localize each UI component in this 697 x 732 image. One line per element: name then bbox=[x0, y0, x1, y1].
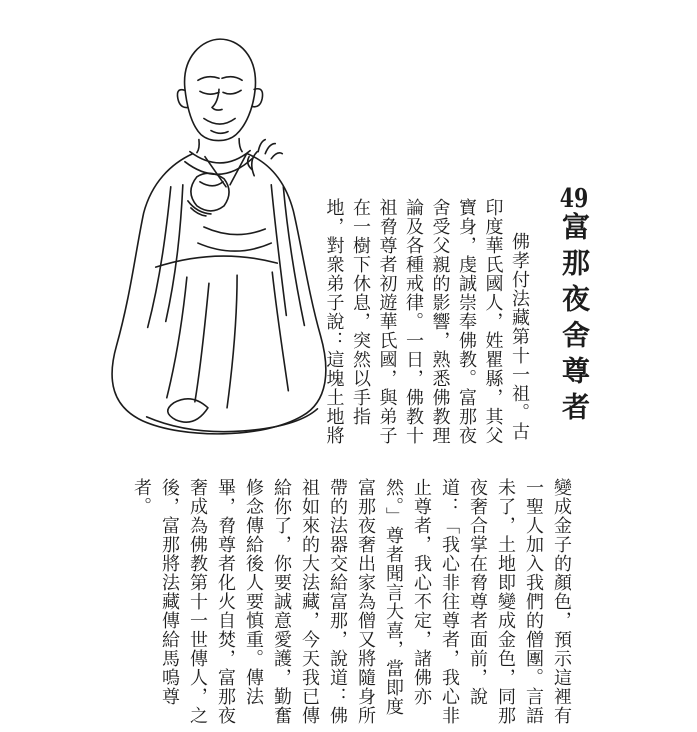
chapter-title-block bbox=[554, 186, 594, 466]
text-column: 帶的法器交給富那，說道：佛 bbox=[327, 478, 348, 725]
text-column: 者。 bbox=[131, 478, 152, 516]
text-column: 在一樹下休息，突然以手指 bbox=[350, 198, 371, 426]
text-column: 道：「我心非往尊者，我心非 bbox=[439, 478, 460, 725]
text-column: 佛孝付法藏第十一祖。古 bbox=[509, 232, 530, 441]
text-column: 富那夜奢出家為僧又將隨身所 bbox=[355, 478, 376, 725]
text-column: 修念傳給後人要慎重。傳法 bbox=[243, 478, 264, 706]
monk-illustration bbox=[86, 14, 348, 446]
text-column: 然。」尊者聞言大喜，當即度 bbox=[383, 478, 404, 716]
text-column: 地，對衆弟子說：這塊土地將 bbox=[323, 198, 345, 445]
chapter-title-text: 富那夜舍尊者 bbox=[558, 212, 591, 428]
text-column: 止尊者，我心不定，諸佛亦 bbox=[411, 478, 432, 706]
text-column: 變成金子的顏色，預示這裡有 bbox=[551, 478, 572, 725]
text-column: 寶身，虔誠崇奉佛教。富那夜 bbox=[456, 198, 477, 445]
text-column: 印度華氏國人，姓瞿縣，其父 bbox=[482, 198, 504, 445]
seated-monk-drawing bbox=[86, 14, 348, 446]
text-column: 祖脅尊者初遊華氏國，與弟子 bbox=[376, 198, 398, 445]
text-column: 未了，土地即變成金色，同那 bbox=[495, 478, 516, 725]
story-text-block bbox=[127, 478, 575, 730]
text-column: 奢成為佛教第十一世傳人，之 bbox=[187, 478, 208, 725]
text-column: 夜奢合掌在脅尊者面前，說 bbox=[467, 478, 488, 706]
text-column: 一聖人加入我們的僧團。言語 bbox=[523, 478, 544, 725]
text-column: 舍受父親的影響，熟悉佛教理 bbox=[429, 198, 451, 445]
text-column: 畢，脅尊者化火自焚，富那夜 bbox=[215, 478, 236, 725]
chapter-title bbox=[554, 186, 594, 466]
text-column: 後，富那將法藏傳給馬鳴尊 bbox=[159, 478, 180, 706]
intro-text-block bbox=[320, 198, 532, 454]
text-column: 給你了，你要誠意愛護，勤奮 bbox=[271, 478, 292, 725]
text-column: 論及各種戒律。一日，佛教十 bbox=[403, 198, 424, 445]
text-column: 祖如來的大法藏，今天我已傳 bbox=[299, 478, 320, 725]
chapter-number: 49 bbox=[559, 186, 589, 212]
